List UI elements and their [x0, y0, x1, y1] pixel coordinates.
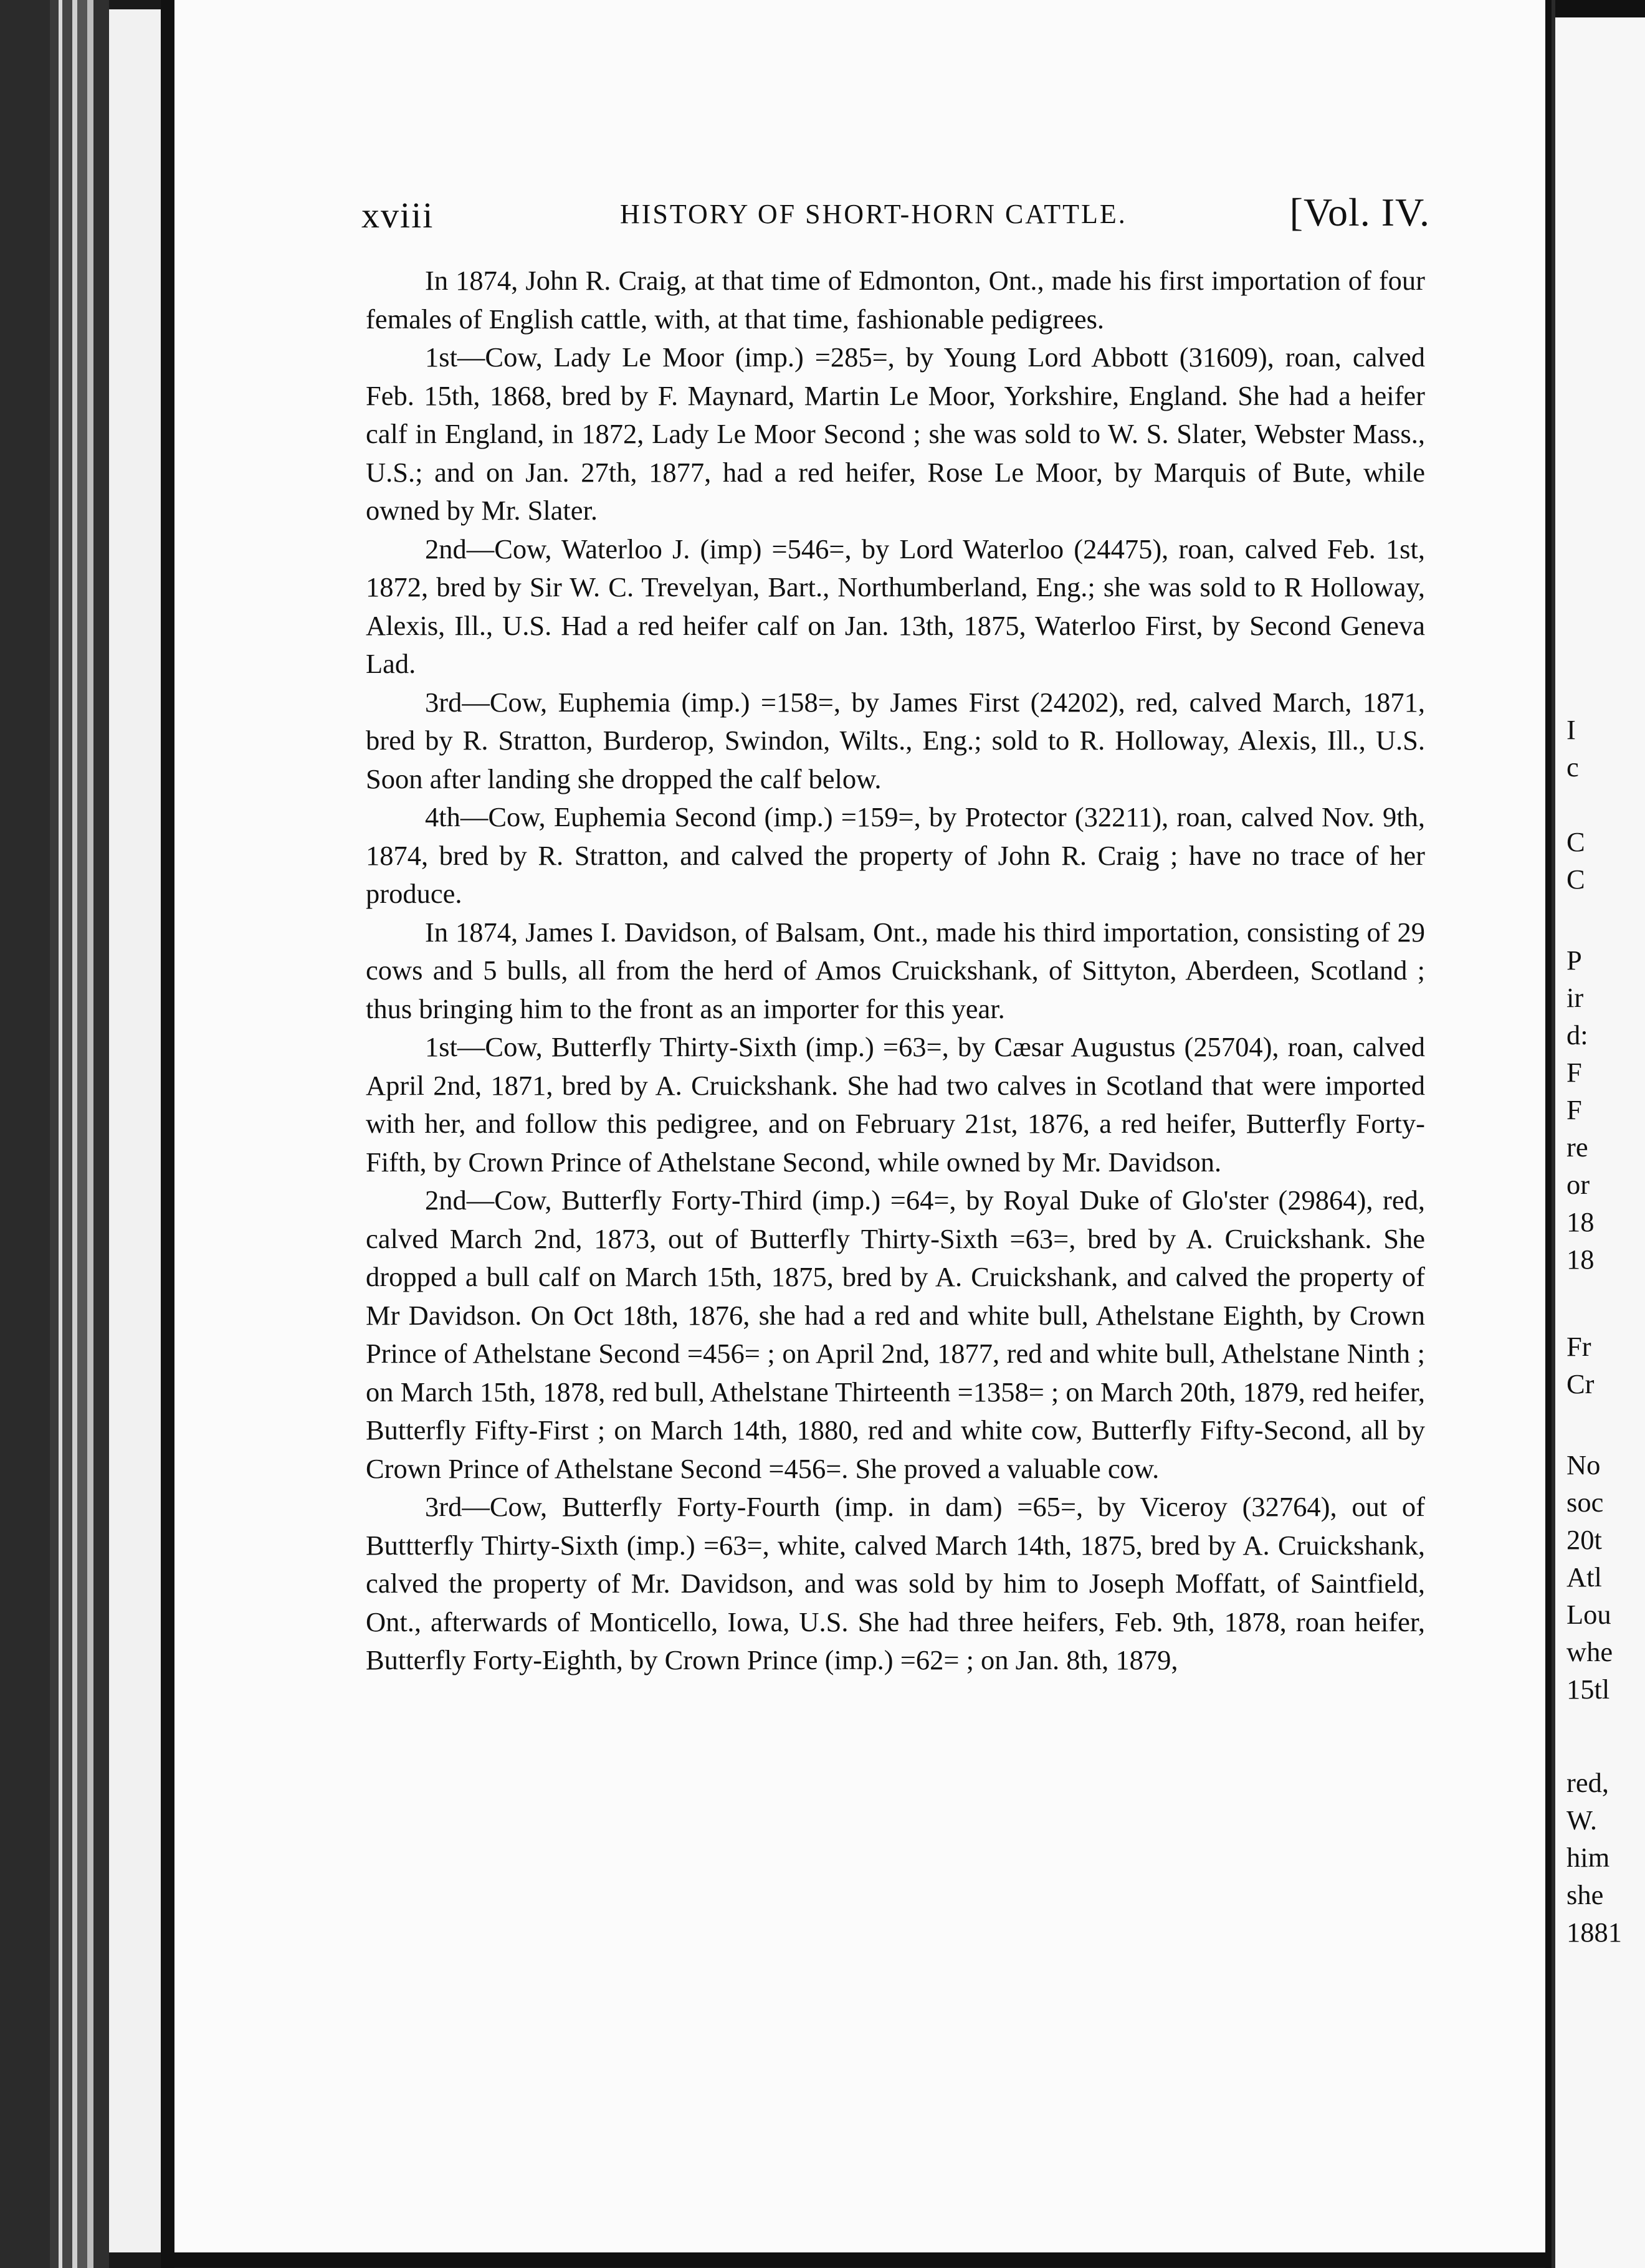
facing-page-fragment: Cr — [1566, 1368, 1595, 1399]
book-edge — [0, 0, 50, 2268]
running-title: HISTORY OF SHORT-HORN CATTLE. — [620, 199, 1127, 229]
facing-page-fragment: 18 — [1566, 1206, 1595, 1237]
facing-page-fragment: 15tl — [1566, 1674, 1610, 1705]
facing-page-fragment: 20t — [1566, 1524, 1602, 1555]
facing-page-edge — [1555, 0, 1645, 17]
paragraph: 2nd—Cow, Butterfly Forty-Third (imp.) =64=, by Royal Duke of Glo'ster (29864), red, calved March 2nd, 1873, out of Butterfly Thirty-Sixth =63=, bred by A. Cruickshank. She dropped a bull calf on March 15th, 1875, bred by A. Cruickshank, and calved the property of Mr Davidson. On Oct 18th, 1876, she had a red and white bull, Athelstane Eighth, by Crown Prince of Athelstane Second =456= ; on April 2nd, 1877, red and white bull, Athelstane Ninth ; on March 15th, 1878, red bull, Athelstane Thirteenth =1358= ; on March 20th, 1879, red heifer, Butterfly Fifty-First ; on March 14th, 1880, red and white cow, Butterfly Fifty-Second, all by Crown Prince of Athelstane Second =456=. She proved a valuable cow. — [366, 1184, 1425, 1484]
facing-page-fragment: C — [1566, 864, 1585, 895]
facing-page — [1552, 0, 1645, 2268]
facing-page-fragment: soc — [1566, 1487, 1604, 1518]
paragraph: 2nd—Cow, Waterloo J. (imp) =546=, by Lord Waterloo (24475), roan, calved Feb. 1st, 1872, bred by Sir W. C. Trevelyan, Bart., Northumberland, Eng.; she was sold to R Holloway, Alexis, Ill., U.S. Had a red heifer calf on Jan. 13th, 1875, Waterloo First, by Second Geneva Lad. — [366, 533, 1425, 679]
facing-page-fragment: him — [1566, 1842, 1610, 1873]
page-border — [161, 0, 174, 2268]
facing-page-fragment: ir — [1566, 982, 1584, 1013]
facing-page-fragment: Lou — [1566, 1599, 1611, 1630]
facing-page-fragment: C — [1566, 826, 1585, 857]
gutter — [1545, 0, 1552, 2268]
facing-page-fragment: or — [1566, 1169, 1590, 1200]
facing-page-fragment: she — [1566, 1879, 1604, 1910]
facing-page-fragment: d: — [1566, 1019, 1588, 1051]
page-number: xviii — [361, 195, 434, 236]
facing-page-fragment: P — [1566, 945, 1582, 976]
facing-page-fragment: 18 — [1566, 1244, 1595, 1275]
page-edges — [50, 0, 109, 2268]
facing-page-fragment: I — [1566, 714, 1576, 745]
facing-page-fragment: Fr — [1566, 1331, 1591, 1362]
facing-page-fragment: red, — [1566, 1767, 1609, 1798]
paragraph: 4th—Cow, Euphemia Second (imp.) =159=, by Protector (32211), roan, calved Nov. 9th, 1874, bred by R. Stratton, and calved the property of John R. Craig ; have no trace of her produce. — [366, 801, 1425, 909]
facing-page-fragment: re — [1566, 1132, 1588, 1163]
paragraph: 1st—Cow, Butterfly Thirty-Sixth (imp.) =63=, by Cæsar Augustus (25704), roan, calved April 2nd, 1871, bred by A. Cruickshank. She had two calves in Scotland that were imported with her, and follow this pedigree, and on February 21st, 1876, a red heifer, Butterfly Forty-Fifth, by Crown Prince of Athelstane Second, while owned by Mr. Davidson. — [366, 1031, 1425, 1178]
facing-page-fragment: F — [1566, 1094, 1582, 1125]
facing-page-fragment: c — [1566, 751, 1579, 783]
paragraph: 3rd—Cow, Euphemia (imp.) =158=, by James First (24202), red, calved March, 1871, bred by R. Stratton, Burderop, Swindon, Wilts., Eng.; sold to R. Holloway, Alexis, Ill., U.S. Soon after landing she dropped the calf below. — [366, 686, 1425, 794]
page-body — [366, 262, 1425, 1680]
facing-page-fragment: F — [1566, 1057, 1582, 1088]
running-header — [361, 187, 1430, 243]
paragraph: In 1874, John R. Craig, at that time of Edmonton, Ont., made his first importation of four females of English cattle, with, at that time, fashionable pedigrees. — [366, 265, 1425, 335]
paragraph: In 1874, James I. Davidson, of Balsam, Ont., made his third importation, consisting of 29 cows and 5 bulls, all from the herd of Amos Cruickshank, of Sittyton, Aberdeen, Scotland ; thus bringing him to the front as an importer for this year. — [366, 916, 1425, 1024]
volume-label: [Vol. IV. — [1289, 190, 1430, 234]
facing-page-fragment: W. — [1566, 1804, 1598, 1836]
paragraph: 3rd—Cow, Butterfly Forty-Fourth (imp. in dam) =65=, by Viceroy (32764), out of Buttterfly Thirty-Sixth (imp.) =63=, white, calved March 14th, 1875, bred by A. Cruickshank, calved the property of Mr. Davidson, and was sold by him to Joseph Moffatt, of Saintfield, Ont., afterwards of Monticello, Iowa, U.S. She had three heifers, Feb. 9th, 1878, roan heifer, Butterfly Forty-Eighth, by Crown Prince (imp.) =62= ; on Jan. 8th, 1879, — [366, 1491, 1425, 1675]
facing-page-fragment: 1881 — [1566, 1917, 1622, 1948]
facing-page-fragment: Atl — [1566, 1561, 1602, 1593]
facing-page-fragment: No — [1566, 1449, 1601, 1480]
paragraph: 1st—Cow, Lady Le Moor (imp.) =285=, by Young Lord Abbott (31609), roan, calved Feb. 15th, 1868, bred by F. Maynard, Martin Le Moor, Yorkshire, England. She had a heifer calf in England, in 1872, Lady Le Moor Second ; she was sold to W. S. Slater, Webster Mass., U.S.; and on Jan. 27th, 1877, had a red heifer, Rose Le Moor, by Marquis of Bute, while owned by Mr. Slater. — [366, 341, 1425, 526]
facing-page-fragment: whe — [1566, 1636, 1613, 1667]
